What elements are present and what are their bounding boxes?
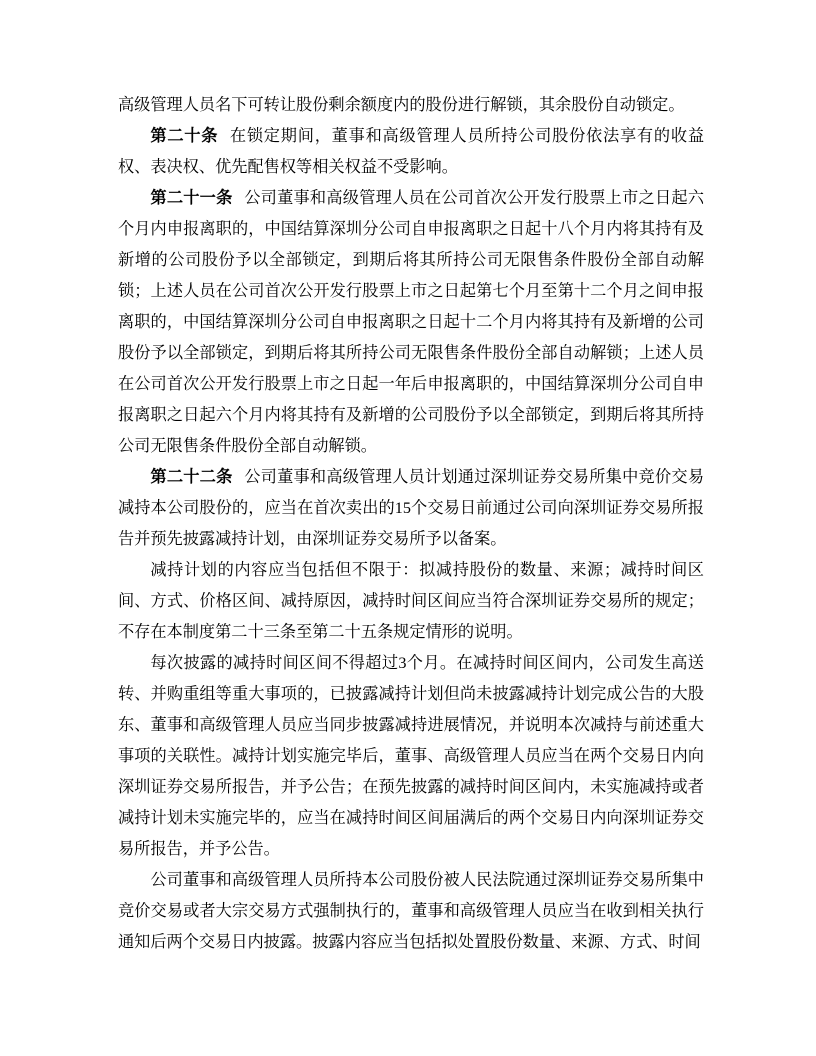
paragraph-body-court-enforcement <box>118 865 704 958</box>
document-body <box>118 90 704 958</box>
article-number: 第二十一条 <box>150 189 233 207</box>
paragraph-text: 在锁定期间，董事和高级管理人员所持公司股份依法享有的收益权、表决权、优先配售权等相关权益不受影响。 <box>118 127 705 176</box>
paragraph-body-plan-contents <box>118 555 704 648</box>
paragraph-body-disclosure-window <box>118 648 704 865</box>
article-number: 第二十二条 <box>150 468 233 486</box>
paragraph-text: 公司董事和高级管理人员在公司首次公开发行股票上市之日起六个月内申报离职的，中国结算深圳分公司自申报离职之日起十八个月内将其持有及新增的公司股份予以全部锁定，到期后将其所持公司无限售条件股份全部自动解锁；上述人员在公司首次公开发行股票上市之日起第七个月至第十二个月之间申报离职的，中国结算深圳分公司自申报离职之日起十二个月内将其持有及新增的公司股份予以全部锁定，到期后将其所持公司无限售条件股份全部自动解锁；上述人员在公司首次公开发行股票上市之日起一年后申报离职的，中国结算深圳分公司自申报离职之日起六个月内将其持有及新增的公司股份予以全部锁定，到期后将其所持公司无限售条件股份全部自动解锁。 <box>118 189 705 455</box>
paragraph-text: 减持计划的内容应当包括但不限于：拟减持股份的数量、来源；减持时间区间、方式、价格区间、减持原因，减持时间区间应当符合深圳证券交易所的规定；不存在本制度第二十三条至第二十五条规定情形的说明。 <box>118 561 704 641</box>
paragraph-text: 公司董事和高级管理人员计划通过深圳证券交易所集中竞价交易减持本公司股份的，应当在首次卖出的15个交易日前通过公司向深圳证券交易所报告并预先披露减持计划，由深圳证券交易所予以备案。 <box>118 468 705 548</box>
paragraph-text: 高级管理人员名下可转让股份剩余额度内的股份进行解锁，其余股份自动锁定。 <box>118 96 685 114</box>
paragraph-article-22 <box>118 462 704 555</box>
article-number: 第二十条 <box>150 127 219 145</box>
paragraph-article-21 <box>118 183 704 462</box>
paragraph-article-20 <box>118 121 704 183</box>
paragraph-text: 公司董事和高级管理人员所持本公司股份被人民法院通过深圳证券交易所集中竞价交易或者大宗交易方式强制执行的，董事和高级管理人员应当在收到相关执行通知后两个交易日内披露。披露内容应当包括拟处置股份数量、来源、方式、时间 <box>118 871 704 951</box>
paragraph-continuation <box>118 90 704 121</box>
paragraph-text: 每次披露的减持时间区间不得超过3个月。在减持时间区间内，公司发生高送转、并购重组等重大事项的，已披露减持计划但尚未披露减持计划完成公告的大股东、董事和高级管理人员应当同步披露减持进展情况，并说明本次减持与前述重大事项的关联性。减持计划实施完毕后，董事、高级管理人员应当在两个交易日内向深圳证券交易所报告，并予公告；在预先披露的减持时间区间内，未实施减持或者减持计划未实施完毕的，应当在减持时间区间届满后的两个交易日内向深圳证券交易所报告，并予公告。 <box>118 654 704 858</box>
